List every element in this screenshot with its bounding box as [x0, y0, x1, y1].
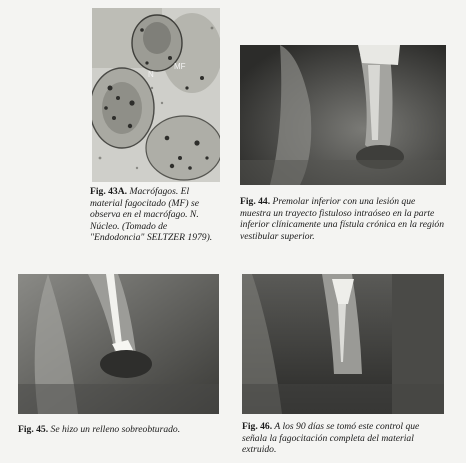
label-fig43a: Fig. 43A.	[90, 186, 128, 197]
radiograph-90-day-control	[242, 274, 444, 414]
label-fig44: Fig. 44.	[240, 196, 271, 207]
caption-fig44	[240, 196, 446, 242]
radiograph-premolar-lesion	[240, 45, 446, 185]
radiograph-overfilled	[18, 274, 219, 414]
label-mf: MF	[174, 62, 186, 71]
text-fig44: Premolar inferior con una lesión que muestra un trayecto fistuloso intraóseo en la parte inferior clínicamente una fístula crónica en la región vestibular superior.	[240, 196, 445, 242]
caption-fig45	[18, 424, 219, 436]
label-n: N	[148, 70, 154, 79]
caption-fig43a	[90, 186, 222, 244]
micrograph-macrophages	[92, 8, 220, 182]
label-fig46: Fig. 46.	[242, 421, 273, 432]
text-fig43a: Macrófagos. El material fagocitado (MF) se observa en el macrófago. N. Núcleo. (Tomado de "Endodoncia" SELTZER 1979).	[90, 186, 213, 243]
text-fig45: Se hizo un relleno sobreobturado.	[50, 424, 181, 435]
caption-fig46	[242, 421, 444, 456]
label-fig45: Fig. 45.	[18, 424, 49, 435]
text-fig46: A los 90 días se tomó este control que señala la fagocitación completa del material extruido.	[242, 421, 420, 455]
